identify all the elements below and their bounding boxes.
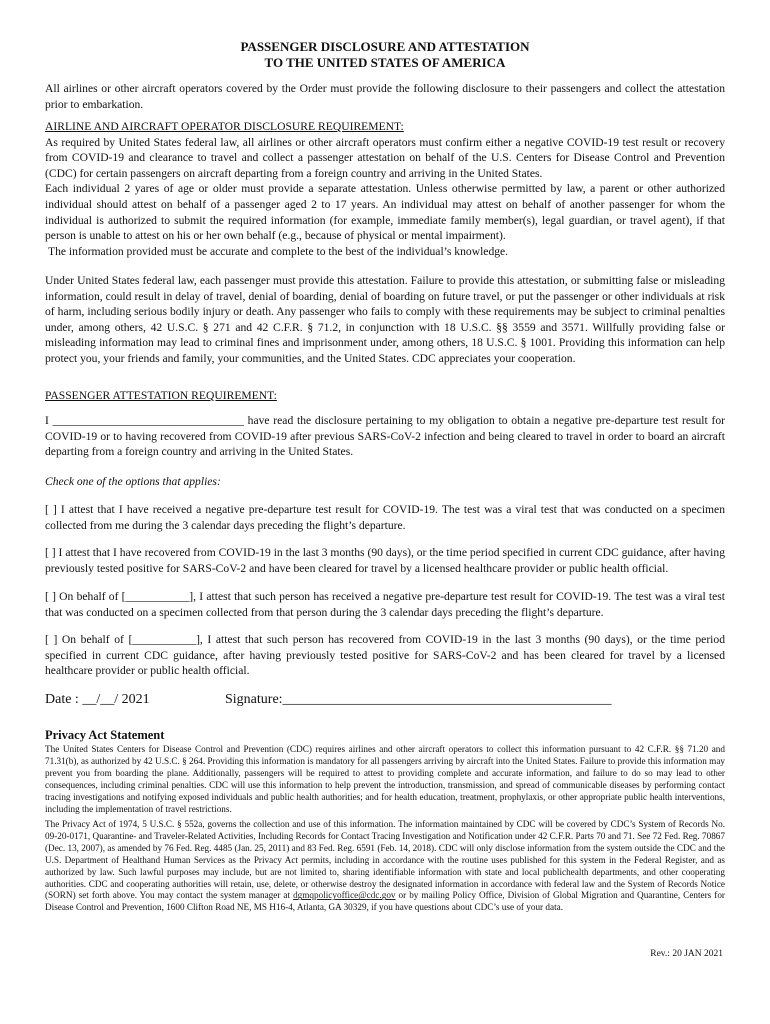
check-instruction: Check one of the options that applies: [45, 475, 221, 488]
passenger-section-heading [45, 388, 725, 404]
contact-email-link[interactable]: dgmqpolicyoffice@cdc.gov [293, 890, 396, 901]
privacy-para-2-text: The Privacy Act of 1974, 5 U.S.C. § 552a, governs the collection and use of this information. The information maintained by CDC will be covered by CDC’s System of Records No. 09-20-0171, Quarantine- and Traveler-Related Activities, Including Records for Contact Tracing Investigation and Notification under 42 C.F.R. Parts 70 and 71. See 72 Fed. Reg. 70867 (Dec. 13, 2007), as amended by 76 Fed. Reg. 4485 (Jan. 25, 2011) and 83 Fed. Reg. 6591 (Feb. 14, 2018). CDC will only disclose information from the system outside the CDC and the U.S. Department of Healthand Human Services as the Privacy Act permits, including in accordance with the routine uses published for this system in the Federal Register, and as authorized by law. Such lawful purposes may include, but are not limited to, sharing identifiable information with state and local publichealth departments, and other cooperating authorities. CDC and cooperating authorities will retain, use, delete, or otherwise destroy the designated information in accordance with federal law and the System of Records Notice (SORN) set forth above. You may contact the system manager at [45, 819, 725, 901]
signature-field[interactable]: Signature:_______________________________________________ [225, 692, 612, 707]
airline-section-heading: AIRLINE AND AIRCRAFT OPERATOR DISCLOSURE REQUIREMENT: [45, 120, 404, 133]
intro-paragraph: All airlines or other aircraft operators covered by the Order must provide the following disclosure to their passengers and collect the attestation prior to embarkation. [45, 82, 725, 111]
title-line-2: TO THE UNITED STATES OF AMERICA [264, 55, 506, 70]
passenger-heading-text: PASSENGER ATTESTATION REQUIREMENT: [45, 389, 277, 402]
option-4[interactable]: [ ] On behalf of [___________], I attest that such person has recovered from COVID-19 in the last 3 months (90 days), or the time period specified in current CDC guidance, after having previously tested positive for SARS-CoV-2 and has been cleared for travel by a licensed healthcare provider or public health official. [45, 633, 725, 678]
airline-para-4: Under United States federal law, each passenger must provide this attestation. Failure to provide this attestation, or submitting false or misleading information, could result in delay of travel, denial of boarding, denial of boarding on future travel, or put the passenger or other individuals at risk of harm, including serious bodily injury or death. Any passenger who fails to comply with these requirements may be subject to criminal penalties under, among others, 42 U.S.C. § 271 and 42 C.F.R. § 71.2, in conjunction with 18 U.S.C. §§ 3559 and 3571. Willfully providing false or misleading information may lead to criminal fines and imprisonment under, among others, 18 U.S.C. § 1001. Providing this information can help protect you, your friends and family, your communities, and the United States. CDC appreciates your cooperation. [45, 274, 725, 365]
privacy-para-2 [45, 819, 725, 914]
attestation-statement: I _________________________________ have read the disclosure pertaining to my obligation to obtain a negative pre-departure test result for COVID-19 or to having recovered from COVID-19 after previous SARS-CoV-2 infection and being cleared to travel in order to board an aircraft departing from a foreign country and arriving in the United States. [45, 414, 725, 459]
airline-para-3: The information provided must be accurate and complete to the best of the individual’s knowledge. [48, 244, 509, 258]
document-title [0, 39, 770, 71]
privacy-heading-text: Privacy Act Statement [45, 728, 165, 742]
airline-para-1: As required by United States federal law, all airlines or other aircraft operators must confirm either a negative COVID-19 test result or recovery from COVID-19 and clearance to travel and collect a passenger attestation on behalf of the U.S. Centers for Disease Control and Prevention (CDC) for certain passengers on aircraft departing from a foreign country and arriving in the United States. [45, 135, 725, 180]
privacy-para-1: The United States Centers for Disease Control and Prevention (CDC) requires airlines and other aircraft operators to collect this information pursuant to 42 C.F.R. §§ 71.20 and 71.31(b), as authorized by 42 U.S.C. § 264. Providing this information is mandatory for all passengers arriving by aircraft into the United States. Failure to provide this information may prevent you from boarding the plane. Additionally, passengers will be required to attest to providing complete and accurate information, and failure to do so may lead to other consequences, including criminal penalties. CDC will use this information to help prevent the introduction, transmission, and spread of communicable diseases by performing contact tracing investigations and notifying exposed individuals and public health authorities; and for health education, treatment, prophylaxis, or other appropriate public health interventions, including the implementation of travel restrictions. [45, 744, 725, 814]
title-line-1: PASSENGER DISCLOSURE AND ATTESTATION [240, 39, 530, 54]
privacy-para-2-tail: or by mailing Policy Office, Division of Global Migration and Quarantine, Centers for Disease Control and Prevention, 1600 Clifton Road NE, MS H16-4, Atlanta, GA 30329, if you have questions about CDC’s use of your data. [45, 890, 725, 913]
privacy-heading [45, 728, 725, 743]
option-3[interactable]: [ ] On behalf of [___________], I attest that such person has received a negative pre-departure test result for COVID-19. The test was a viral test that was conducted on a specimen collected from that person during the 3 calendar days preceding the flight’s departure. [45, 590, 725, 619]
date-field[interactable]: Date : __/__/ 2021 [45, 692, 150, 707]
airline-para-2: Each individual 2 yares of age or older must provide a separate attestation. Unless otherwise permitted by law, a parent or other authorized individual should attest on behalf of a passenger aged 2 to 17 years. An individual may attest on behalf of another passenger for whom the individual is authorized to submit the required information (for example, immediate family member(s), legal guardian, or travel agent), if that person is unable to attest on his or her own behalf (e.g., because of physical or mental impairment). [45, 182, 725, 243]
revision-date: Rev.: 20 JAN 2021 [650, 949, 723, 959]
option-1[interactable]: [ ] I attest that I have received a negative pre-departure test result for COVID-19. The test was a viral test that was conducted on a specimen collected from me during the 3 calendar days preceding the flight’s departure. [45, 503, 725, 532]
option-2[interactable]: [ ] I attest that I have recovered from COVID-19 in the last 3 months (90 days), or the time period specified in current CDC guidance, after having previously tested positive for SARS-CoV-2 and have been cleared for travel by a licensed healthcare provider or public health official. [45, 546, 725, 575]
airline-section [45, 119, 725, 259]
